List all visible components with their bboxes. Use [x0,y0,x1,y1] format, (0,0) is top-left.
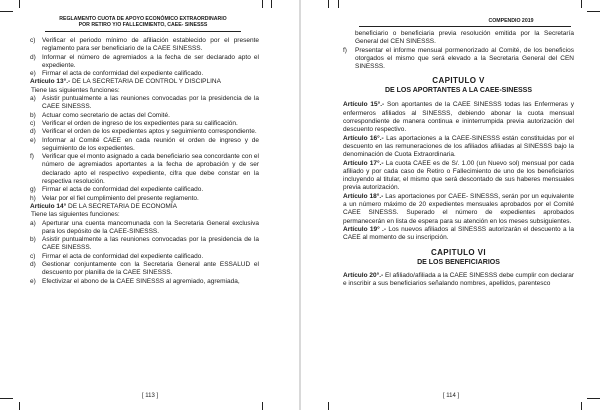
crop-mark [581,0,582,8]
list-item [30,54,259,71]
chapter-subtitle: DE LOS BENEFICIARIOS [417,258,500,266]
crop-mark [328,0,329,8]
item-text: Verificar el orden de ingreso de los expedientes para su calificación. [42,119,238,127]
item-text: Velar por el fiel cumplimiento del presente reglamento. [42,194,199,202]
article-text: El afiliado/afiliada a la CAEE SINESSS debe cumplir con declarar e inscribir a sus beneficiarios señalando nombres, apellidos, parentesco [343,271,574,287]
running-header-line2: POR RETIRO Y/O FALLECIMIENTO, CAEE- SINESSS [78,22,208,29]
list-item [30,95,259,112]
article [343,160,574,193]
item-text: Gestionar conjuntamente con la Secretaria General ante ESSALUD el descuento por planilla de la CAEE SINESSS. [42,261,259,277]
crop-mark [581,402,582,410]
article-title: Artículo 16°.- [343,134,384,142]
item-text: Informar al Comité CAEE en cada reunión el orden de ingreso y de seguimiento de los expedientes. [42,136,259,152]
item-label: a) [30,219,36,227]
article-title: Artículo 17°.- [343,159,384,167]
article [343,193,574,226]
article-list [343,272,574,289]
item-label: e) [30,277,36,285]
article-title: Artículo 14° [30,202,67,210]
article-14-heading [30,203,259,211]
item-label: e) [30,70,36,78]
list-item [30,128,259,136]
list-item [30,120,259,128]
item-text: Firmar el acta de conformidad del expediente calificado. [42,70,204,78]
item-label: d) [30,128,36,136]
list-item [343,47,574,72]
header-rule [359,26,571,27]
item-text: Informar el número de agremiados a la fecha de ser declarado apto el expediente. [42,53,259,69]
item-label: c) [30,37,36,44]
article-title: Artículo 13°.- [30,78,71,86]
item-label: f) [343,46,347,54]
item-list [30,95,259,203]
chapter-title: CAPITULO V [432,76,485,86]
crop-mark [19,402,20,410]
item-text: beneficiario o beneficiaria previa resolución emitida por la Secretaría General del CEN SINESSS. [355,30,574,46]
crop-mark [338,0,339,8]
page-number: [ 114 ] [442,393,460,399]
left-page [0,0,299,410]
list-item [30,70,259,78]
list-item [30,220,259,237]
list-item [30,186,259,194]
article-title: Artículo 18°.- [343,192,384,200]
crop-mark [328,402,329,410]
item-text: Aperturar una cuenta mancomunada con la Secretaria General exclusiva para los depósito de la CAEE-SINESSS. [42,219,259,235]
item-list [30,220,259,286]
article-text: DE LA SECRETARIA DE CONTROL Y DISCIPLINA [71,78,221,86]
article-text: DE LA SECRETARIA DE ECONOMÍA [68,202,177,210]
crop-mark [271,0,272,8]
item-label: f) [30,153,34,161]
functions-intro: Tiene las siguientes funciones: [31,86,120,94]
crop-mark [0,398,13,399]
left-body [30,37,259,286]
crop-mark [587,398,600,399]
functions-intro: Tiene las siguientes funciones: [31,211,120,219]
article [343,272,574,289]
item-label: d) [30,53,36,61]
list-item [30,236,259,253]
item-text: Verificar el orden de los expedientes aptos y seguimiento correspondiente. [42,128,257,136]
list-item [30,253,259,261]
article-text: Son aportantes de la CAEE SINESSS todas las Enfermeras y enfermeros afiliados al SINESSS, debiendo abonar la cuota mensual correspondiente de manera continua e ininterrumpida previa autorización del descuento respectivo. [343,101,574,134]
article-text: La cuota CAEE es de S/. 1.00 (un Nuevo sol) mensual por cada afiliado y por cada caso de Retiro o Fallecimiento de uno de los beneficiarios incluyendo al titular, el mismo que será descontado de sus haberes mensuales previa autorización. [343,159,574,192]
article-text: Las aportaciones por CAEE- SINESSS, serán por un equivalente a un número máximo de 20 expedientes mensuales aprobados por el Comité CAEE SINESSS. Superado el número de expedientes aprobados permanecerán en lista de espera para su atención en los meses subsiguientes. [343,192,574,225]
item-list [343,30,574,71]
item-label: b) [30,236,36,244]
item-text: Asistir puntualmente a las reuniones convocadas por la presidencia de la CAEE SINESSS. [42,236,259,252]
list-item [30,112,259,120]
crop-mark [0,11,13,12]
list-item [343,30,574,47]
item-label: c) [30,119,36,127]
item-text: Verificar el periodo mínimo de afiliación establecido por el presente reglamento para ser beneficiario de la CAEE SINESSS. [42,37,259,53]
article-title: Artículo 15°.- [343,101,385,109]
list-item [30,195,259,203]
page-number: [ 113 ] [141,393,159,399]
header-rule [45,31,241,32]
article-title: Artículo 20°.- [343,271,384,279]
crop-mark [262,0,263,8]
item-text: Actuar como secretario de actas del Comité. [42,111,170,119]
crop-mark [19,0,20,8]
crop-mark [587,11,600,12]
item-label: d) [30,261,36,269]
article-title: Artículo 19° .- [343,225,386,233]
article-text: Las aportaciones a la CAEE-SINESSS están constituidas por el descuento en las remuneraciones de los afiliados afiliadas al SINESSS bajo la denominación de Cuota Extraordinaria. [343,134,574,159]
item-text: Efectivizar el abono de la CAEE SINESSS al agremiado, agremiada, [42,277,240,285]
item-label: h) [30,194,36,202]
item-text: Verificar que el monto asignado a cada beneficiario sea concordante con el número de agremiados aportantes a la fecha de aprobación y de ser declarado apto el respectivo expediente, cifra que debe constar en la respectiva resolución. [42,153,259,186]
item-list [30,37,259,78]
item-label: e) [30,136,36,144]
article-text: Los nuevos afiliados al SINESSS autorizarán el descuento a la CAEE al momento de su inscripción. [343,225,574,242]
item-text: Presentar el informe mensual pormenorizado al Comité, de los beneficios otorgados el mismo que será elevado a la Secretaria General del CEN SINESSS. [355,46,574,71]
list-item [30,278,259,286]
list-item [30,261,259,278]
list-item [30,137,259,154]
chapter-subtitle: DE LOS APORTANTES A LA CAEE-SINESSS [384,87,532,95]
crop-mark [262,402,263,410]
item-label: g) [30,186,36,194]
running-header [45,16,241,29]
chapter-title: CAPITULO VI [430,247,487,257]
list-item [30,37,259,54]
right-page [301,0,600,410]
item-text: Asistir puntualmente a las reuniones convocadas por la presidencia de la CAEE SINESSS. [42,95,259,111]
article [343,101,574,134]
list-item [30,153,259,186]
article [343,135,574,160]
item-label: a) [30,95,36,103]
item-label: c) [30,252,36,260]
item-text: Firmar el acta de conformidad del expediente calificado. [42,186,204,194]
item-label: b) [30,111,36,119]
item-text: Firmar el acta de conformidad del expediente calificado. [42,252,204,260]
article [343,226,574,243]
running-header-line1: REGLAMENTO CUOTA DE APOYO ECONÓMICO EXTRAORDINARIO [59,16,227,22]
running-header: COMPENDIO 2019 [488,18,534,24]
right-body [343,30,574,288]
article-list [343,101,574,242]
article-13-heading [30,78,259,86]
